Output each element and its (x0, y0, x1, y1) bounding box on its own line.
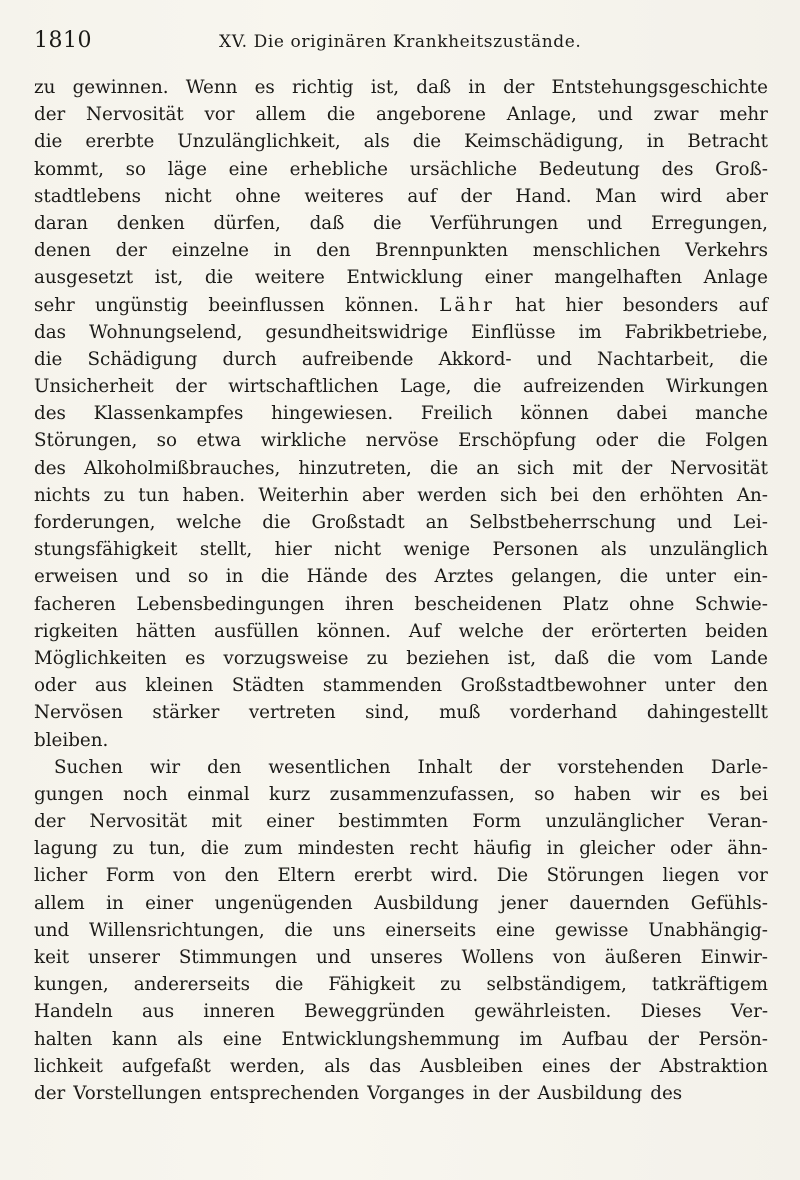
text-line: Unsicherheit der wirtschaftlichen Lage, die aufreizenden Wirkungen (34, 376, 768, 398)
text-line: zu gewinnen. Wenn es richtig ist, daß in der Entstehungsgeschichte (34, 77, 768, 98)
running-head (34, 28, 778, 58)
text-line: des Alkoholmißbrauches, hinzutreten, die an sich mit der Nervosität (34, 457, 768, 479)
text-line: der Vorstellungen entsprechenden Vorganges in der Ausbildung des (34, 1082, 683, 1104)
text-line: stadtlebens nicht ohne weiteres auf der Hand. Man wird aber (34, 185, 768, 207)
text-line: Nervösen stärker vertreten sind, muß vorderhand dahingestellt (34, 702, 768, 724)
text-line: gungen noch einmal kurz zusammenzufassen, so haben wir es bei (34, 783, 768, 805)
text-line: ausgesetzt ist, die weitere Entwicklung einer mangelhaften Anlage (34, 267, 768, 289)
text-line: lichkeit aufgefaßt werden, als das Ausbleiben eines der Abstraktion (34, 1055, 768, 1077)
text-line: das Wohnungselend, gesundheitswidrige Einflüsse im Fabrikbetriebe, (34, 321, 768, 343)
text-line: licher Form von den Eltern ererbt wird. Die Störungen liegen vor (34, 865, 768, 887)
text-line: rigkeiten hätten ausfüllen können. Auf welche der erörterten beiden (34, 620, 768, 642)
page-number: 1810 (34, 28, 92, 53)
text-line: allem in einer ungenügenden Ausbildung jener dauernden Gefühls- (34, 892, 768, 914)
text-line: lagung zu tun, die zum mindesten recht häufig in gleicher oder ähn- (34, 838, 768, 860)
text-line: sehr ungünstig beeinflussen können. Lähr hat hier besonders auf (34, 294, 768, 316)
text-line: der Nervosität mit einer bestimmten Form unzulänglicher Veran- (34, 811, 768, 833)
text-line: Suchen wir den wesentlichen Inhalt der vorstehenden Darle- (54, 756, 768, 778)
text-line: keit unserer Stimmungen und unseres Wollens von äußeren Einwir- (34, 947, 768, 968)
text-line: kungen, andererseits die Fähigkeit zu selbständigem, tatkräftigem (34, 974, 768, 996)
text-line: bleiben. (34, 729, 109, 751)
text-line: facheren Lebensbedingungen ihren bescheidenen Platz ohne Schwie- (34, 593, 768, 615)
text-line: forderungen, welche die Großstadt an Selbstbeherrschung und Lei- (34, 512, 768, 533)
text-line: Störungen, so etwa wirkliche nervöse Erschöpfung oder die Folgen (34, 430, 768, 452)
text-line: des Klassenkampfes hingewiesen. Freilich können dabei manche (34, 403, 768, 425)
chapter-title: XV. Die originären Krankheitszustände. (219, 32, 582, 52)
text-line: Möglichkeiten es vorzugsweise zu beziehen ist, daß die vom Lande (34, 647, 768, 669)
text-line: Handeln aus inneren Beweggründen gewährleisten. Dieses Ver- (34, 1001, 768, 1023)
text-line: stungsfähigkeit stellt, hier nicht wenige Personen als unzulänglich (34, 539, 768, 561)
text-line: denen der einzelne in den Brennpunkten menschlichen Verkehrs (34, 240, 768, 262)
text-line: die ererbte Unzulänglichkeit, als die Keimschädigung, in Betracht (34, 131, 768, 153)
text-line: halten kann als eine Entwicklungshemmung im Aufbau der Persön- (34, 1028, 768, 1050)
text-line: daran denken dürfen, daß die Verführungen und Erregungen, (34, 212, 768, 234)
text-line: erweisen und so in die Hände des Arztes gelangen, die unter ein- (34, 566, 768, 588)
text-line: oder aus kleinen Städten stammenden Großstadtbewohner unter den (34, 675, 768, 697)
text-line: kommt, so läge eine erhebliche ursächliche Bedeutung des Groß- (34, 158, 768, 180)
text-line: der Nervosität vor allem die angeborene Anlage, und zwar mehr (34, 104, 768, 126)
text-line: die Schädigung durch aufreibende Akkord- und Nachtarbeit, die (34, 348, 768, 370)
paragraph (34, 754, 768, 1107)
body-text (34, 74, 768, 1107)
text-line: nichts zu tun haben. Weiterhin aber werden sich bei den erhöhten An- (34, 484, 768, 506)
paragraph (34, 74, 768, 754)
text-line: und Willensrichtungen, die uns einerseits eine gewisse Unabhängig- (34, 919, 768, 941)
